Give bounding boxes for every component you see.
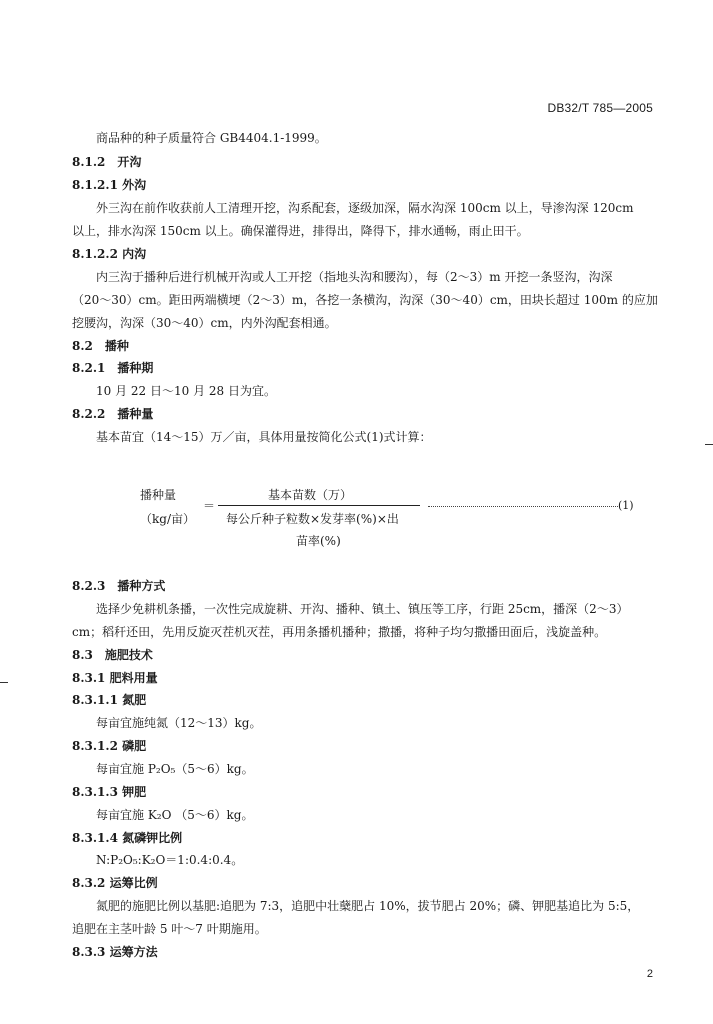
formula-lhs-top: 播种量 (140, 488, 177, 502)
text-line: N:P₂O₅:K₂O＝1:0.4:0.4。 (96, 853, 244, 867)
text-line: 10 月 22 日～10 月 28 日为宜。 (96, 384, 276, 398)
text-line: 外三沟在前作收获前人工清理开挖，沟系配套，逐级加深，隔水沟深 100cm 以上，导渗沟深 120cm (96, 201, 634, 215)
text-line: （20～30）cm。距田两端横埂（2～3）m，各挖一条横沟，沟深（30～40）cm，田块长超过 100m 的应加 (72, 293, 658, 307)
section-heading: 8.3.3 运筹方法 (72, 945, 158, 959)
text-line: 每亩宜施 P₂O₅（5～6）kg。 (96, 762, 254, 776)
text-line: 挖腰沟，沟深（30～40）cm，内外沟配套相通。 (72, 316, 337, 330)
text-line: 每亩宜施 K₂O （5～6）kg。 (96, 808, 254, 822)
text-line: cm；稻秆还田，先用反旋灭茬机灭茬，再用条播机播种；撒播，将种子均匀撒播田面后，浅旋盖种。 (72, 625, 607, 639)
section-heading: 8.3.1.3 钾肥 (72, 785, 147, 799)
text-line: 氮肥的施肥比例以基肥:追肥为 7:3，追肥中壮蘖肥占 10%，拔节肥占 20%；磷、钾肥基追比为 5:5， (96, 899, 640, 913)
fraction-bar (218, 505, 420, 506)
text-line: 基本苗宜（14～15）万／亩，具体用量按简化公式(1)式计算： (96, 430, 432, 444)
section-heading: 8.1.2 开沟 (72, 155, 142, 169)
standard-code: DB32/T 785—2005 (547, 101, 653, 115)
section-heading: 8.2.1 播种期 (72, 361, 154, 375)
text-line: 商品种的种子质量符合 GB4404.1-1999。 (96, 131, 327, 145)
formula-denominator-cont: 苗率(%) (296, 534, 341, 548)
scan-margin-mark (0, 682, 8, 683)
dot-leader (428, 498, 618, 507)
page-number: 2 (646, 968, 653, 980)
section-heading: 8.2 播种 (72, 339, 129, 353)
formula-lhs-bottom: （kg/亩） (140, 512, 195, 526)
section-heading: 8.3.2 运筹比例 (72, 876, 158, 890)
section-heading: 8.1.2.2 内沟 (72, 247, 147, 261)
text-line: 以上，排水沟深 150cm 以上。确保灌得进，排得出，降得下，排水通畅，雨止田干。 (72, 224, 529, 238)
section-heading: 8.3 施肥技术 (72, 648, 153, 662)
section-heading: 8.3.1.2 磷肥 (72, 739, 147, 753)
section-heading: 8.3.1.1 氮肥 (72, 693, 147, 707)
section-heading: 8.2.3 播种方式 (72, 579, 166, 593)
formula-denominator: 每公斤种子粒数×发芽率(%)×出 (226, 512, 399, 526)
text-line: 每亩宜施纯氮（12～13）kg。 (96, 716, 262, 730)
formula-numerator: 基本苗数（万） (268, 488, 353, 502)
text-line: 内三沟于播种后进行机械开沟或人工开挖（指地头沟和腰沟），每（2～3）m 开挖一条竖沟，沟深 (96, 270, 613, 284)
text-line: 选择少免耕机条播，一次性完成旋耕、开沟、播种、镇土、镇压等工序，行距 25cm，播深（2～3） (96, 602, 629, 616)
formula-equals: ＝ (203, 499, 216, 513)
section-heading: 8.3.1 肥料用量 (72, 671, 158, 685)
scan-margin-mark (705, 444, 713, 445)
section-heading: 8.3.1.4 氮磷钾比例 (72, 831, 183, 845)
section-heading: 8.2.2 播种量 (72, 407, 154, 421)
equation-number: (1) (618, 499, 634, 512)
text-line: 追肥在主茎叶龄 5 叶～7 叶期施用。 (72, 922, 267, 936)
section-heading: 8.1.2.1 外沟 (72, 178, 147, 192)
